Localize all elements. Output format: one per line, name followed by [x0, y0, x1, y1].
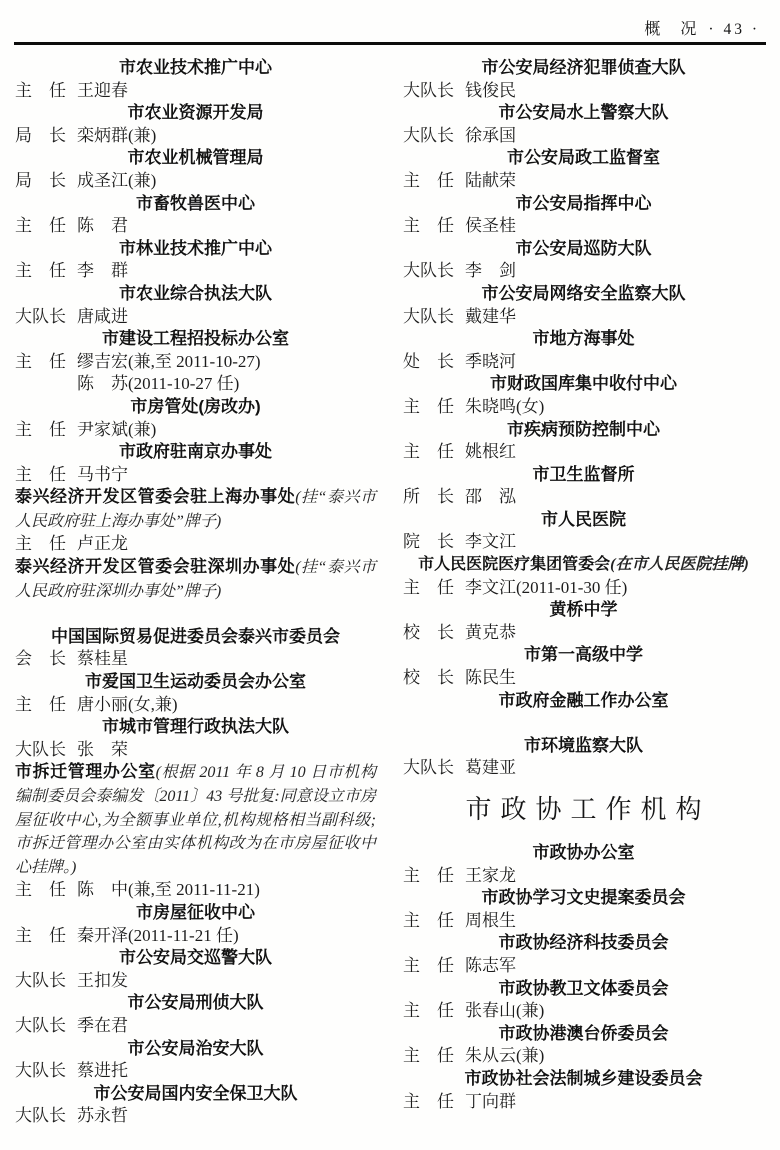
org-note: (挂“泰兴市人民政府驻深圳办事处”牌子) [15, 559, 376, 600]
entry-row [15, 373, 376, 396]
org-heading: 市政府驻南京办事处 [119, 442, 272, 462]
person-name: 卢正龙 [77, 534, 128, 554]
entry-row [403, 865, 764, 888]
entry-row [403, 1045, 764, 1068]
role-label: 主 任 [15, 216, 66, 236]
person-name: 唐小丽(女,兼) [77, 694, 178, 714]
org-note: (挂“泰兴市人民政府驻上海办事处”牌子) [15, 489, 376, 530]
role-label: 大队长 [15, 1061, 66, 1081]
left-column [15, 57, 376, 1128]
org-name: 泰兴经济开发区管委会驻上海办事处 [15, 487, 296, 507]
person-name: 葛建亚 [465, 758, 516, 778]
role-label: 主 任 [15, 261, 66, 281]
person-name: 唐咸进 [77, 306, 128, 326]
person-name: 李 群 [77, 261, 128, 281]
entry-row [15, 80, 376, 103]
role-label: 主 任 [403, 1046, 454, 1066]
entry-row [15, 260, 376, 283]
blank-line [403, 712, 764, 735]
org-note: (在市人民医院挂牌) [610, 556, 749, 574]
role-label: 院 长 [403, 532, 454, 552]
org-name: 泰兴经济开发区管委会驻深圳办事处 [15, 557, 296, 577]
org-heading: 市政协港澳台侨委员会 [498, 1023, 669, 1043]
entry-row [403, 577, 764, 600]
entry-row [403, 1091, 764, 1114]
org-heading: 市第一高级中学 [524, 645, 643, 665]
person-name: 缪吉宏(兼,至 2011-10-27) [77, 351, 261, 371]
person-name: 陈 君 [77, 216, 128, 236]
person-name: 邵 泓 [465, 487, 516, 507]
entry-row [15, 419, 376, 442]
person-name: 陈志军 [465, 955, 516, 975]
org-heading: 市公安局交巡警大队 [119, 948, 272, 968]
entry-row [15, 1105, 376, 1128]
person-name: 陈民生 [465, 668, 516, 688]
org-heading: 市公安局指挥中心 [515, 193, 652, 213]
org-heading: 市建设工程招投标办公室 [102, 329, 289, 349]
role-label: 主 任 [403, 442, 454, 462]
entry-row [403, 441, 764, 464]
org-heading: 市政协教卫文体委员会 [498, 978, 669, 998]
entry-row [403, 215, 764, 238]
person-name: 李 剑 [465, 261, 516, 281]
org-heading: 市公安局国内安全保卫大队 [93, 1083, 298, 1103]
role-label: 会 长 [15, 649, 66, 669]
entry-row [403, 955, 764, 978]
role-label: 大队长 [15, 1015, 66, 1035]
person-name: 张 荣 [77, 739, 128, 759]
person-name: 陈 苏(2011-10-27 任) [77, 374, 240, 394]
person-name: 季晓河 [465, 351, 516, 371]
person-name: 李文江(2011-01-30 任) [465, 577, 628, 597]
org-heading: 市农业技术推广中心 [119, 58, 272, 77]
org-heading: 黄桥中学 [549, 600, 618, 620]
role-label: 大队长 [15, 970, 66, 990]
org-heading: 市农业综合执法大队 [119, 283, 272, 303]
entry-row [403, 622, 764, 645]
org-heading: 市农业资源开发局 [127, 103, 264, 123]
person-name: 戴建华 [465, 306, 516, 326]
role-label: 大队长 [15, 739, 66, 759]
person-name: 朱从云(兼) [465, 1046, 545, 1066]
role-label: 大队长 [403, 261, 454, 281]
org-heading: 市疾病预防控制中心 [507, 419, 660, 439]
role-label: 大队长 [403, 125, 454, 145]
entry-row [403, 757, 764, 780]
role-label: 主 任 [403, 865, 454, 885]
role-label: 处 长 [403, 351, 454, 371]
person-name: 王扣发 [77, 970, 128, 990]
person-name: 成圣江(兼) [77, 170, 157, 190]
org-heading: 市房屋征收中心 [136, 902, 255, 922]
org-heading [403, 554, 764, 577]
entry-row [403, 531, 764, 554]
person-name: 蔡进托 [77, 1061, 128, 1081]
org-heading: 市公安局网络安全监察大队 [481, 283, 686, 303]
entry-row [403, 306, 764, 329]
entry-row [15, 739, 376, 762]
person-name: 秦开泽(2011-11-21 任) [77, 925, 239, 945]
entry-row [15, 648, 376, 671]
person-name: 栾炳群(兼) [77, 125, 157, 145]
role-label: 校 长 [403, 668, 454, 688]
org-heading: 市政协社会法制城乡建设委员会 [464, 1068, 703, 1088]
section-heading: 市政协工作机构 [465, 795, 711, 824]
entry-row [15, 533, 376, 556]
header-rule [14, 42, 766, 45]
person-name: 徐承国 [465, 125, 516, 145]
org-heading: 市畜牧兽医中心 [136, 193, 255, 213]
entry-row [15, 925, 376, 948]
person-name: 周根生 [465, 910, 516, 930]
role-label: 主 任 [15, 351, 66, 371]
role-label: 局 长 [15, 170, 66, 190]
role-label: 主 任 [15, 694, 66, 714]
org-name: 市拆迁管理办公室 [15, 762, 156, 782]
person-name: 马书宁 [77, 464, 128, 484]
entry-row [15, 215, 376, 238]
org-heading: 市政府金融工作办公室 [498, 690, 669, 710]
org-heading: 市公安局治安大队 [127, 1038, 264, 1058]
person-name: 陈 中(兼,至 2011-11-21) [77, 880, 260, 900]
role-label: 大队长 [403, 80, 454, 100]
entry-row [403, 351, 764, 374]
role-label: 主 任 [403, 1001, 454, 1021]
person-name: 季在君 [77, 1015, 128, 1035]
entry-row [15, 1015, 376, 1038]
org-heading: 市政协学习文史提案委员会 [481, 888, 686, 908]
role-label: 大队长 [15, 306, 66, 326]
role-label: 主 任 [15, 534, 66, 554]
blank-line [15, 603, 376, 626]
org-heading: 市城市管理行政执法大队 [102, 717, 289, 737]
person-name: 姚根红 [465, 442, 516, 462]
person-name: 钱俊民 [465, 80, 516, 100]
org-heading: 中国国际贸易促进委员会泰兴市委员会 [51, 626, 340, 646]
org-heading: 市爱国卫生运动委员会办公室 [85, 672, 306, 692]
role-label: 主 任 [403, 1091, 454, 1111]
role-label: 主 任 [403, 396, 454, 416]
org-heading: 市公安局刑侦大队 [127, 993, 264, 1013]
role-label: 主 任 [15, 925, 66, 945]
role-label: 大队长 [403, 306, 454, 326]
org-heading: 市政协经济科技委员会 [498, 933, 669, 953]
role-label: 局 长 [15, 125, 66, 145]
entry-row [403, 125, 764, 148]
role-label: 主 任 [403, 216, 454, 236]
person-name: 蔡桂星 [77, 649, 128, 669]
org-heading: 市农业机械管理局 [127, 148, 264, 168]
person-name: 王家龙 [465, 865, 516, 885]
entry-row [15, 170, 376, 193]
org-heading: 市财政国库集中收付中心 [490, 374, 677, 394]
running-head-title: 概 况 [644, 21, 699, 38]
person-name: 苏永哲 [77, 1106, 128, 1126]
role-label: 主 任 [15, 80, 66, 100]
role-label: 大队长 [15, 1106, 66, 1126]
entry-row [15, 464, 376, 487]
entry-row [403, 80, 764, 103]
entry-row [15, 351, 376, 374]
org-paragraph [15, 761, 376, 879]
entry-row [15, 1060, 376, 1083]
org-heading: 市公安局政工监督室 [507, 148, 660, 168]
role-label: 主 任 [15, 419, 66, 439]
role-label: 所 长 [403, 487, 454, 507]
role-label: 主 任 [403, 170, 454, 190]
entry-row [403, 396, 764, 419]
person-name: 丁向群 [465, 1091, 516, 1111]
entry-row [403, 1000, 764, 1023]
entry-row [15, 306, 376, 329]
org-heading: 市地方海事处 [532, 329, 635, 349]
role-label: 大队长 [403, 758, 454, 778]
role-label: 主 任 [403, 910, 454, 930]
entry-row [403, 260, 764, 283]
org-paragraph [15, 556, 376, 603]
entry-row [15, 970, 376, 993]
entry-row [403, 170, 764, 193]
role-label: 主 任 [403, 577, 454, 597]
person-name: 侯圣桂 [465, 216, 516, 236]
role-label: 校 长 [403, 622, 454, 642]
org-heading: 市人民医院 [541, 509, 626, 529]
entry-row [15, 694, 376, 717]
person-name: 黄克恭 [465, 622, 516, 642]
role-label: 主 任 [15, 880, 66, 900]
person-name: 尹家斌(兼) [77, 419, 157, 439]
person-name: 王迎春 [77, 80, 128, 100]
org-heading: 市房管处(房改办) [130, 396, 261, 416]
page-number: · 43 · [708, 21, 760, 38]
person-name: 张春山(兼) [465, 1001, 545, 1021]
entry-row [403, 667, 764, 690]
org-heading: 市公安局经济犯罪侦查大队 [481, 58, 686, 77]
entry-row [403, 486, 764, 509]
role-label: 主 任 [15, 464, 66, 484]
running-head [644, 16, 760, 39]
person-name: 陆献荣 [465, 170, 516, 190]
entry-row [15, 125, 376, 148]
org-paragraph [15, 486, 376, 533]
org-heading: 市政协办公室 [532, 843, 635, 862]
entry-row [403, 910, 764, 933]
role-label: 主 任 [403, 955, 454, 975]
person-name: 朱晓鸣(女) [465, 396, 545, 416]
org-heading: 市公安局水上警察大队 [498, 103, 669, 123]
org-note: (根据 2011 年 8 月 10 日市机构编制委员会泰编发〔2011〕43 号批复:同意设立市房屋征收中心,为全额事业单位,机构规格相当副科级;市拆迁管理办公室由实体机构改为在市房屋征收中心挂牌。) [15, 764, 376, 876]
entry-row [15, 879, 376, 902]
org-heading: 市林业技术推广中心 [119, 238, 272, 258]
org-name: 市人民医院医疗集团管委会 [418, 556, 611, 574]
org-heading: 市卫生监督所 [532, 464, 635, 484]
person-name: 李文江 [465, 532, 516, 552]
org-heading: 市公安局巡防大队 [515, 238, 652, 258]
right-column [403, 57, 764, 1113]
org-heading: 市环境监察大队 [524, 735, 643, 755]
